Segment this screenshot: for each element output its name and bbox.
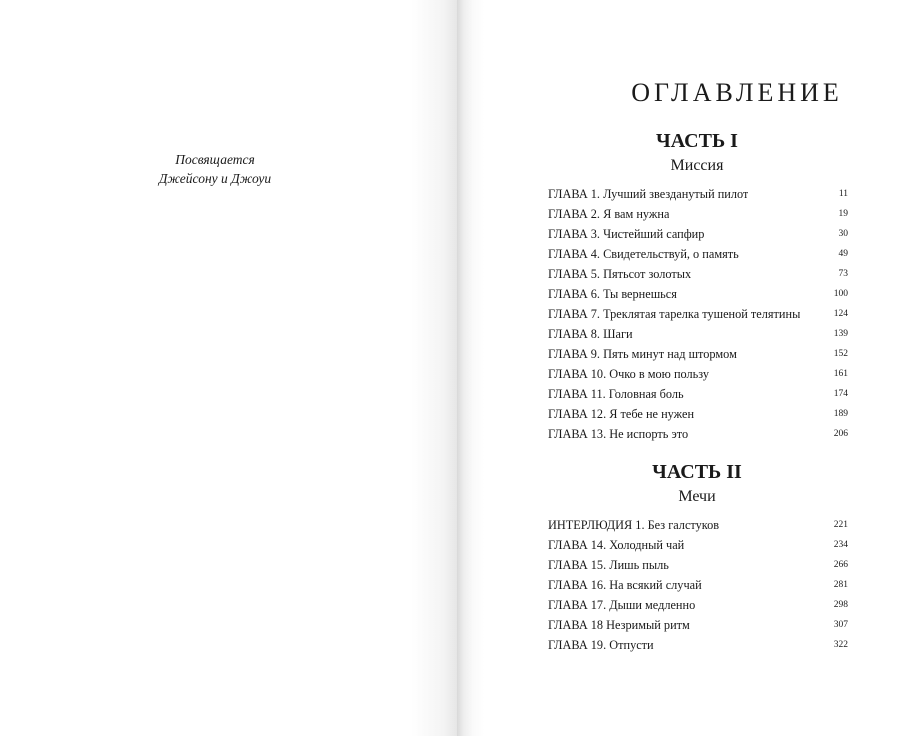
toc-entry-title: ГЛАВА 5. Пятьсот золотых xyxy=(548,267,692,281)
toc-entry xyxy=(548,615,848,635)
toc-entry-title: ГЛАВА 17. Дыши медленно xyxy=(548,598,696,612)
toc-entry xyxy=(548,284,848,304)
toc-entry-page-number: 174 xyxy=(833,389,848,399)
toc-entry-title: ГЛАВА 7. Треклятая тарелка тушеной телятины xyxy=(548,307,801,321)
toc-entry-title: ГЛАВА 8. Шаги xyxy=(548,327,633,341)
toc-entry-page-number: 152 xyxy=(833,349,848,359)
toc-entry xyxy=(548,555,848,575)
part-1-subtitle: Миссия xyxy=(670,157,724,174)
toc-entry-title: ГЛАВА 10. Очко в мою пользу xyxy=(548,367,709,381)
toc-entry-page-number: 49 xyxy=(838,249,848,259)
part-2-subtitle: Мечи xyxy=(678,488,716,505)
toc-entry-page-number: 19 xyxy=(838,209,848,219)
toc-entry-page-number: 206 xyxy=(833,429,848,439)
toc-entry-page-number: 30 xyxy=(838,229,848,239)
toc-entry-page-number: 124 xyxy=(833,309,848,319)
dedication-line-1: Посвящается xyxy=(175,152,255,167)
toc-entry-title: ГЛАВА 18 Незримый ритм xyxy=(548,618,690,632)
right-page xyxy=(457,0,914,736)
toc-entry-title: ГЛАВА 6. Ты вернешься xyxy=(548,287,677,301)
toc-entry-page-number: 73 xyxy=(838,269,848,279)
toc-entry-title: ИНТЕРЛЮДИЯ 1. Без галстуков xyxy=(548,518,720,532)
toc-entry xyxy=(548,575,848,595)
toc-entry xyxy=(548,184,848,204)
toc-entry xyxy=(548,364,848,384)
toc-entry-page-number: 139 xyxy=(833,329,848,339)
toc-entry-title: ГЛАВА 13. Не испорть это xyxy=(548,427,689,441)
toc-entry-title: ГЛАВА 11. Головная боль xyxy=(548,387,684,401)
toc-entry xyxy=(548,244,848,264)
toc-entry xyxy=(548,424,848,444)
toc-entry-page-number: 189 xyxy=(833,409,848,419)
toc-entry-page-number: 11 xyxy=(838,189,848,199)
toc-entry-page-number: 307 xyxy=(833,620,848,630)
toc-entry xyxy=(548,344,848,364)
toc-entry-page-number: 221 xyxy=(833,520,848,530)
part-1-chapter-list xyxy=(548,184,848,444)
toc-entry xyxy=(548,515,848,535)
toc-entry xyxy=(548,324,848,344)
toc-entry-title: ГЛАВА 15. Лишь пыль xyxy=(548,558,669,572)
toc-entry xyxy=(548,304,848,324)
part-1-heading: ЧАСТЬ I xyxy=(656,130,738,152)
dedication xyxy=(0,150,430,188)
toc-entry-title: ГЛАВА 4. Свидетельствуй, о память xyxy=(548,247,739,261)
toc-entry xyxy=(548,224,848,244)
toc-entry xyxy=(548,264,848,284)
toc-entry-title: ГЛАВА 2. Я вам нужна xyxy=(548,207,670,221)
toc-entry-page-number: 281 xyxy=(833,580,848,590)
toc-entry-title: ГЛАВА 12. Я тебе не нужен xyxy=(548,407,695,421)
part-2-chapter-list xyxy=(548,515,848,655)
toc-title: ОГЛАВЛЕНИЕ xyxy=(631,78,843,107)
toc-entry-title: ГЛАВА 3. Чистейший сапфир xyxy=(548,227,705,241)
toc-entry-title: ГЛАВА 16. На всякий случай xyxy=(548,578,702,592)
toc-entry-title: ГЛАВА 9. Пять минут над штормом xyxy=(548,347,737,361)
toc-entry-page-number: 298 xyxy=(833,600,848,610)
toc-entry-page-number: 161 xyxy=(833,369,848,379)
toc-entry-page-number: 266 xyxy=(833,560,848,570)
dedication-line-2: Джейсону и Джоуи xyxy=(158,171,272,186)
toc-entry xyxy=(548,384,848,404)
toc-entry-title: ГЛАВА 1. Лучший звезданутый пилот xyxy=(548,187,749,201)
toc-entry-page-number: 322 xyxy=(833,640,848,650)
toc-entry-page-number: 100 xyxy=(833,289,848,299)
toc-entry xyxy=(548,635,848,655)
toc-entry-title: ГЛАВА 19. Отпусти xyxy=(548,638,654,652)
toc-entry xyxy=(548,204,848,224)
part-2-heading: ЧАСТЬ II xyxy=(652,461,742,483)
toc-entry-title: ГЛАВА 14. Холодный чай xyxy=(548,538,685,552)
toc-entry xyxy=(548,595,848,615)
toc-entry xyxy=(548,404,848,424)
toc-entry xyxy=(548,535,848,555)
toc-entry-page-number: 234 xyxy=(833,540,848,550)
